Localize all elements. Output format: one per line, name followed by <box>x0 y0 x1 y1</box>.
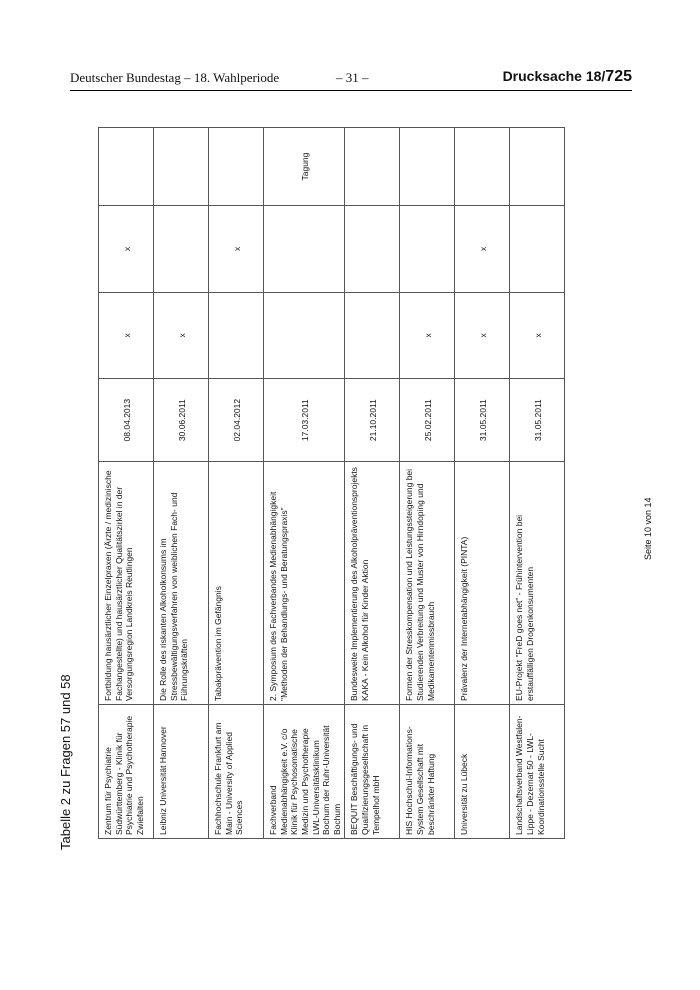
page-header <box>70 70 632 91</box>
date-cell: 21.10.2011 <box>345 379 400 462</box>
topic-cell: Bundesweite Implementierung des Alkoholpräventionsprojekts KAKA - Kein Alkohol für Kinder Aktion <box>345 462 400 705</box>
parliament-label: Deutscher Bundestag – 18. Wahlperiode <box>70 70 280 85</box>
mark-cell-b: x <box>455 206 510 292</box>
mark-cell-b <box>400 206 455 292</box>
topic-cell: Tabakprävention im Gefängnis <box>209 462 264 705</box>
project-table <box>98 127 565 839</box>
date-cell: 30.06.2011 <box>154 379 209 462</box>
mark-cell-a: x <box>99 292 154 378</box>
document-number-value: 725 <box>605 68 632 85</box>
page-number: – 31 – <box>336 70 369 85</box>
mark-cell-a <box>345 292 400 378</box>
note-cell <box>400 128 455 206</box>
date-cell: 17.03.2011 <box>264 379 345 462</box>
table-row <box>345 128 400 839</box>
mark-cell-b <box>345 206 400 292</box>
scan-page-footer: Seite 10 von 14 <box>643 497 653 560</box>
note-cell <box>345 128 400 206</box>
mark-cell-b: x <box>99 206 154 292</box>
institution-cell: BEQUIT Beschäftigungs- und Qualifizierungsgesellschaft in Tempelhof mbH <box>345 704 400 838</box>
institution-cell: Leibniz Universität Hannover <box>154 704 209 838</box>
date-cell: 02.04.2012 <box>209 379 264 462</box>
note-cell <box>209 128 264 206</box>
note-cell: Tagung <box>264 128 345 206</box>
mark-cell-a: x <box>510 292 565 378</box>
topic-cell: Prävalenz der Internetabhängigkeit (PINTA) <box>455 462 510 705</box>
date-cell: 31.05.2011 <box>455 379 510 462</box>
date-cell: 08.04.2013 <box>99 379 154 462</box>
institution-cell: Fachhochschule Frankfurt am Main - University of Applied Sciences <box>209 704 264 838</box>
mark-cell-a: x <box>154 292 209 378</box>
mark-cell-a <box>264 292 345 378</box>
note-cell <box>99 128 154 206</box>
table-row <box>154 128 209 839</box>
table-row <box>455 128 510 839</box>
mark-cell-b: x <box>209 206 264 292</box>
institution-cell: HIS Hochschul-Informations-System Gesellschaft mit beschränkter Haftung <box>400 704 455 838</box>
mark-cell-a <box>209 292 264 378</box>
institution-cell: Fachverband Medienabhängigkeit e.V. c/o Klinik für Psychosomatische Medizin und Psychotherapie LWL-Universitätsklinikum Bochum der Ruhr-Universität Bochum <box>264 704 345 838</box>
table-row <box>400 128 455 839</box>
mark-cell-a: x <box>400 292 455 378</box>
table-row <box>264 128 345 839</box>
scanned-table-page <box>58 120 678 860</box>
date-cell: 31.05.2011 <box>510 379 565 462</box>
mark-cell-a: x <box>455 292 510 378</box>
table-row <box>209 128 264 839</box>
date-cell: 25.02.2011 <box>400 379 455 462</box>
institution-cell: Zentrum für Psychiatrie Südwürttemberg - Klinik für Psychiatrie und Psychotherapie Zwiefalten <box>99 704 154 838</box>
topic-cell: Fortbildung hausärztlicher Einzelpraxen (Ärzte / medizinische Fachangestellte) und hausärztlicher Qualitätszirkel in der Versorgungsregion Landkreis Reutlingen <box>99 462 154 705</box>
note-cell <box>455 128 510 206</box>
document-number-label: Drucksache 18/ <box>502 68 606 84</box>
topic-cell: 2. Symposium des Fachverbandes Medienabhängigkeit "Methoden der Behandlungs- und Beratungspraxis" <box>264 462 345 705</box>
institution-cell: Universität zu Lübeck <box>455 704 510 838</box>
note-cell <box>510 128 565 206</box>
note-cell <box>154 128 209 206</box>
mark-cell-b <box>154 206 209 292</box>
topic-cell: Formen der Stresskompensation und Leistungssteigerung bei Studierenden Verbreitung und Muster von Hirndoping und Medikamentenmissbrauch <box>400 462 455 705</box>
table-row <box>510 128 565 839</box>
topic-cell: Die Rolle des riskanten Alkoholkonsums im Stressbewältigungsverfahren von weiblichen Fach- und Führungskräften <box>154 462 209 705</box>
institution-cell: Landschaftsverband Westfalen-Lippe - Dezernat 50 - LWL-Koordinationsstelle Sucht <box>510 704 565 838</box>
table-row <box>99 128 154 839</box>
mark-cell-b <box>264 206 345 292</box>
document-number <box>503 68 632 86</box>
mark-cell-b <box>510 206 565 292</box>
table-title: Tabelle 2 zu Fragen 57 und 58 <box>58 674 73 850</box>
topic-cell: EU-Projekt "FreD goes net" - Frühintervention bei erstauffälligen Drogenkonsumenten <box>510 462 565 705</box>
